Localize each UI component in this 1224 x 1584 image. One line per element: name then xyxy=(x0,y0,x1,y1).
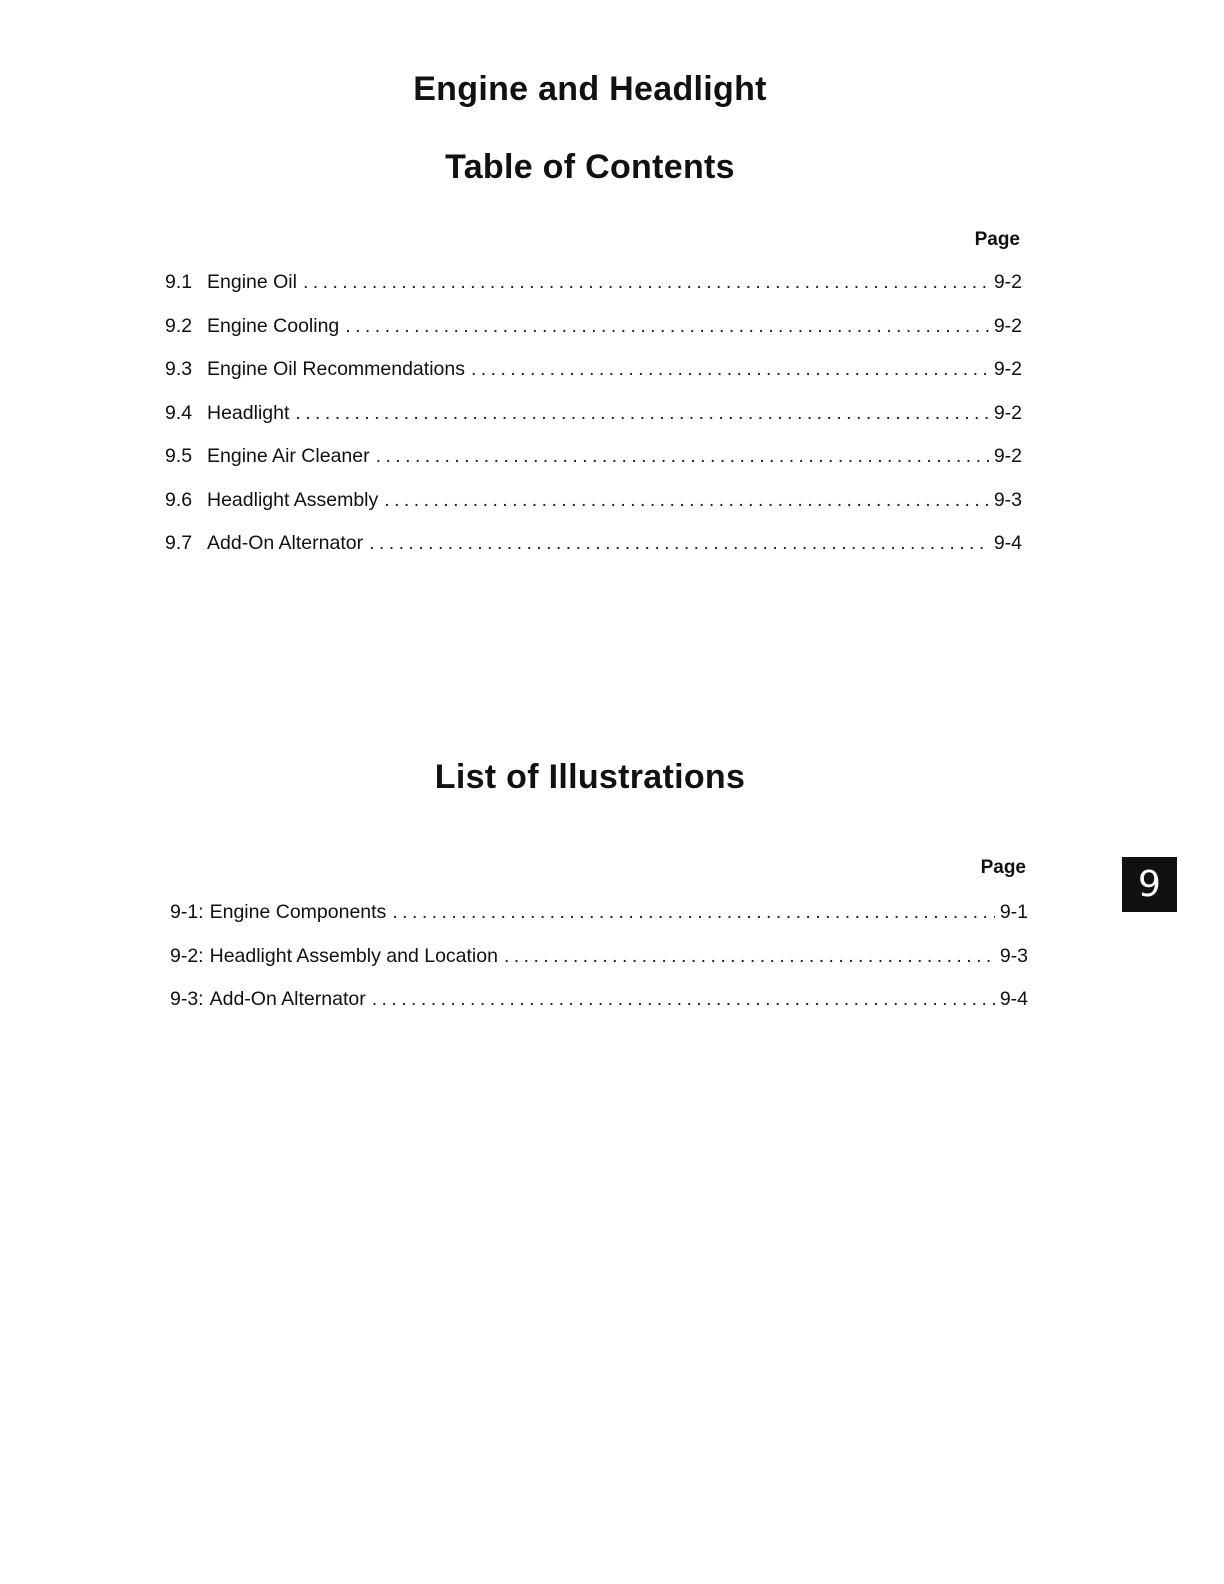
toc-list xyxy=(165,271,1022,576)
toc-entry-title: Engine Air Cleaner xyxy=(207,445,370,467)
toc-entry-number: 9.2 xyxy=(165,314,193,337)
dot-leader xyxy=(384,489,989,512)
dot-leader xyxy=(504,945,995,968)
toc-entry[interactable] xyxy=(165,532,1022,576)
toc-entry-title: Engine Cooling xyxy=(207,314,340,337)
toc-entry-title: Headlight Assembly xyxy=(207,488,379,511)
toc-entry-page: 9-4 xyxy=(993,532,1022,554)
illustration-entry-title: Headlight Assembly and Location xyxy=(209,944,498,967)
toc-entry-number: 9.3 xyxy=(165,358,193,380)
toc-entry[interactable] xyxy=(165,358,1022,402)
toc-entry-page: 9-2 xyxy=(993,445,1022,467)
toc-entry-title: Engine Oil xyxy=(207,271,297,293)
toc-entry[interactable] xyxy=(165,315,1022,359)
illustration-entry[interactable] xyxy=(170,901,1028,945)
toc-entry-title: Add-On Alternator xyxy=(207,532,364,554)
toc-entry-number: 9.5 xyxy=(165,445,193,467)
toc-entry-number: 9.6 xyxy=(165,488,193,511)
illustration-entry-title: Engine Components xyxy=(209,901,387,923)
illustrations-heading: List of Illustrations xyxy=(434,758,746,796)
dot-leader xyxy=(372,988,995,1011)
illustration-entry-number: 9-2: xyxy=(170,944,204,967)
toc-entry-number: 9.7 xyxy=(165,532,193,554)
document-title: Engine and Headlight xyxy=(413,70,767,108)
chapter-tab: 9 xyxy=(1122,857,1177,912)
toc-entry-page: 9-2 xyxy=(993,358,1022,380)
toc-entry-number: 9.1 xyxy=(165,271,193,293)
toc-entry[interactable] xyxy=(165,271,1022,315)
illustration-entry-number: 9-1: xyxy=(170,901,204,923)
toc-entry-title: Headlight xyxy=(207,401,290,424)
toc-page-column-label: Page xyxy=(974,229,1020,250)
dot-leader xyxy=(295,402,988,425)
illustration-entry-page: 9-4 xyxy=(999,988,1028,1010)
toc-heading: Table of Contents xyxy=(445,148,735,186)
illustration-entry-number: 9-3: xyxy=(170,988,204,1010)
toc-entry-page: 9-2 xyxy=(993,271,1022,293)
illustrations-page-column-label: Page xyxy=(980,857,1026,878)
illustration-entry-title: Add-On Alternator xyxy=(209,988,366,1010)
illustration-entry[interactable] xyxy=(170,945,1028,989)
illustration-entry-page: 9-3 xyxy=(999,944,1028,967)
illustration-entry[interactable] xyxy=(170,988,1028,1032)
toc-entry-title: Engine Oil Recommendations xyxy=(207,358,465,380)
toc-entry-page: 9-3 xyxy=(993,488,1022,511)
toc-entry[interactable] xyxy=(165,489,1022,533)
toc-entry-page: 9-2 xyxy=(993,401,1022,424)
dot-leader xyxy=(345,315,989,338)
toc-entry-number: 9.4 xyxy=(165,401,193,424)
dot-leader xyxy=(303,271,989,294)
illustrations-list xyxy=(170,901,1028,1032)
toc-entry[interactable] xyxy=(165,402,1022,446)
toc-entry[interactable] xyxy=(165,445,1022,489)
dot-leader xyxy=(392,901,995,924)
illustration-entry-page: 9-1 xyxy=(999,901,1028,923)
dot-leader xyxy=(471,358,989,381)
dot-leader xyxy=(369,532,989,555)
toc-entry-page: 9-2 xyxy=(993,314,1022,337)
dot-leader xyxy=(376,445,989,468)
